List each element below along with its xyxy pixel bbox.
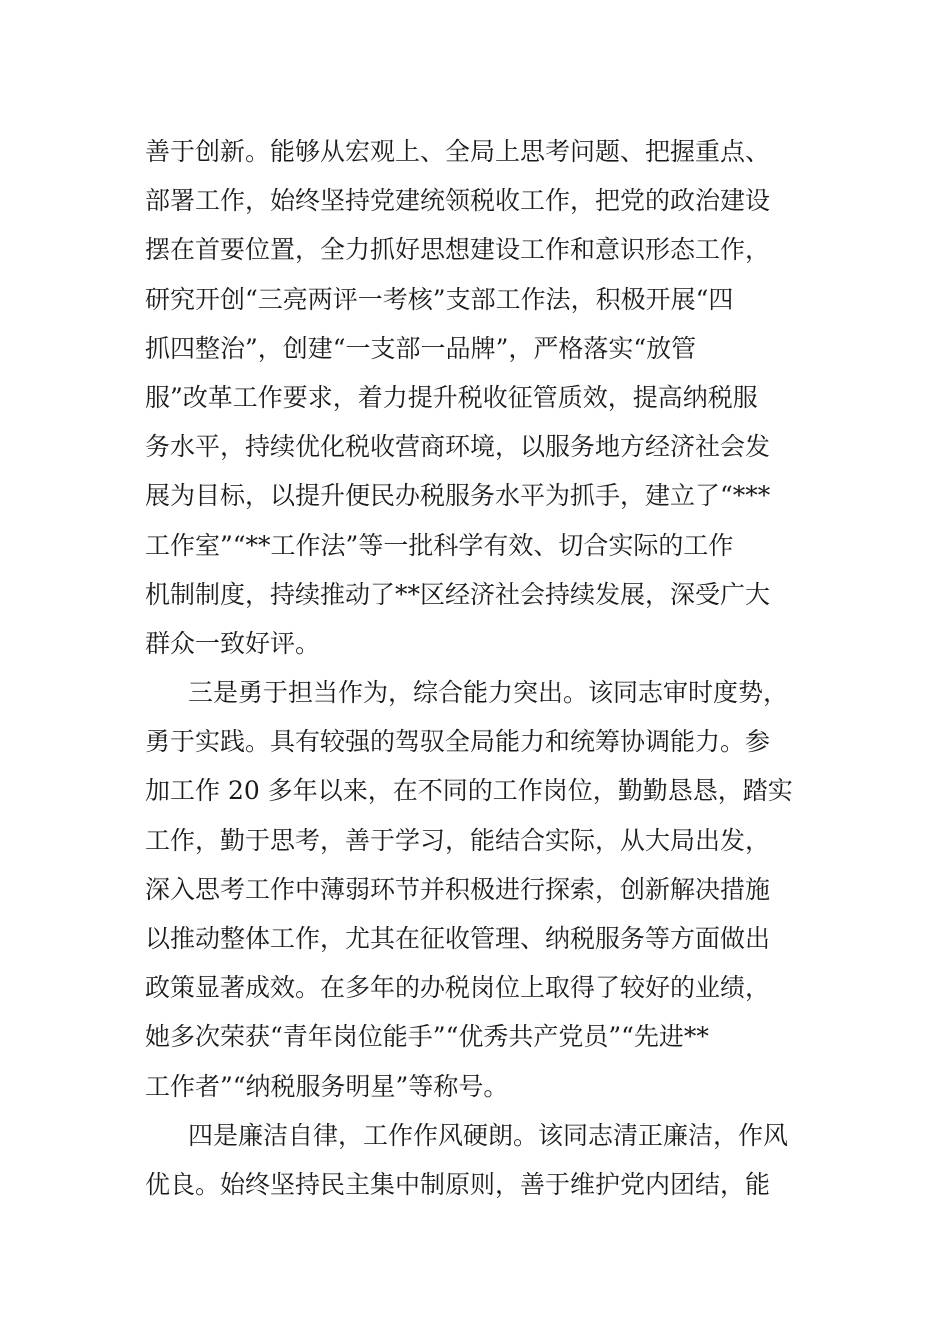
- text-line: 群众一致好评。: [145, 628, 321, 658]
- text-line: 研究开创“三亮两评一考核”支部工作法，积极开展“四: [145, 284, 734, 314]
- text-line: 优良。始终坚持民主集中制原则，善于维护党内团结，能: [145, 1169, 771, 1199]
- text-line: 勇于实践。具有较强的驾驭全局能力和统筹协调能力。参: [145, 727, 771, 757]
- text-line: 工作室”“**工作法”等一批科学有效、切合实际的工作: [145, 530, 734, 560]
- text-line: 三是勇于担当作为，综合能力突出。该同志审时度势，: [188, 678, 789, 708]
- document-body: [145, 127, 810, 1209]
- text-line: 工作，勤于思考，善于学习，能结合实际，从大局出发，: [145, 825, 771, 855]
- text-line: 机制制度，持续推动了**区经济社会持续发展，深受广大: [145, 579, 771, 609]
- paragraph-responsibility: [145, 668, 810, 1111]
- text-line: 四是廉洁自律，工作作风硬朗。该同志清正廉洁，作风: [188, 1120, 789, 1150]
- text-line: 政策显著成效。在多年的办税岗位上取得了较好的业绩，: [145, 973, 771, 1003]
- text-line: 摆在首要位置，全力抓好思想建设工作和意识形态工作，: [145, 235, 771, 265]
- paragraph-leadership: [145, 127, 810, 668]
- text-line: 服”改革工作要求，着力提升税收征管质效，提高纳税服: [145, 382, 758, 412]
- text-line: 部署工作，始终坚持党建统领税收工作，把党的政治建设: [145, 186, 771, 216]
- text-line: 展为目标，以提升便民办税服务水平为抓手，建立了“***: [145, 481, 771, 511]
- text-line: 务水平，持续优化税收营商环境，以服务地方经济社会发: [145, 432, 771, 462]
- text-line: 加工作 20 多年以来，在不同的工作岗位，勤勤恳恳，踏实: [145, 776, 793, 806]
- text-line: 善于创新。能够从宏观上、全局上思考问题、把握重点、: [145, 137, 771, 166]
- text-line: 工作者”“纳税服务明星”等称号。: [145, 1071, 509, 1101]
- paragraph-integrity: [145, 1111, 810, 1209]
- text-line: 深入思考工作中薄弱环节并积极进行探索，创新解决措施: [145, 874, 771, 904]
- text-line: 以推动整体工作，尤其在征收管理、纳税服务等方面做出: [145, 924, 771, 953]
- text-line: 她多次荣获“青年岗位能手”“优秀共产党员”“先进**: [145, 1022, 709, 1052]
- text-line: 抓四整治”，创建“一支部一品牌”，严格落实“放管: [145, 333, 697, 363]
